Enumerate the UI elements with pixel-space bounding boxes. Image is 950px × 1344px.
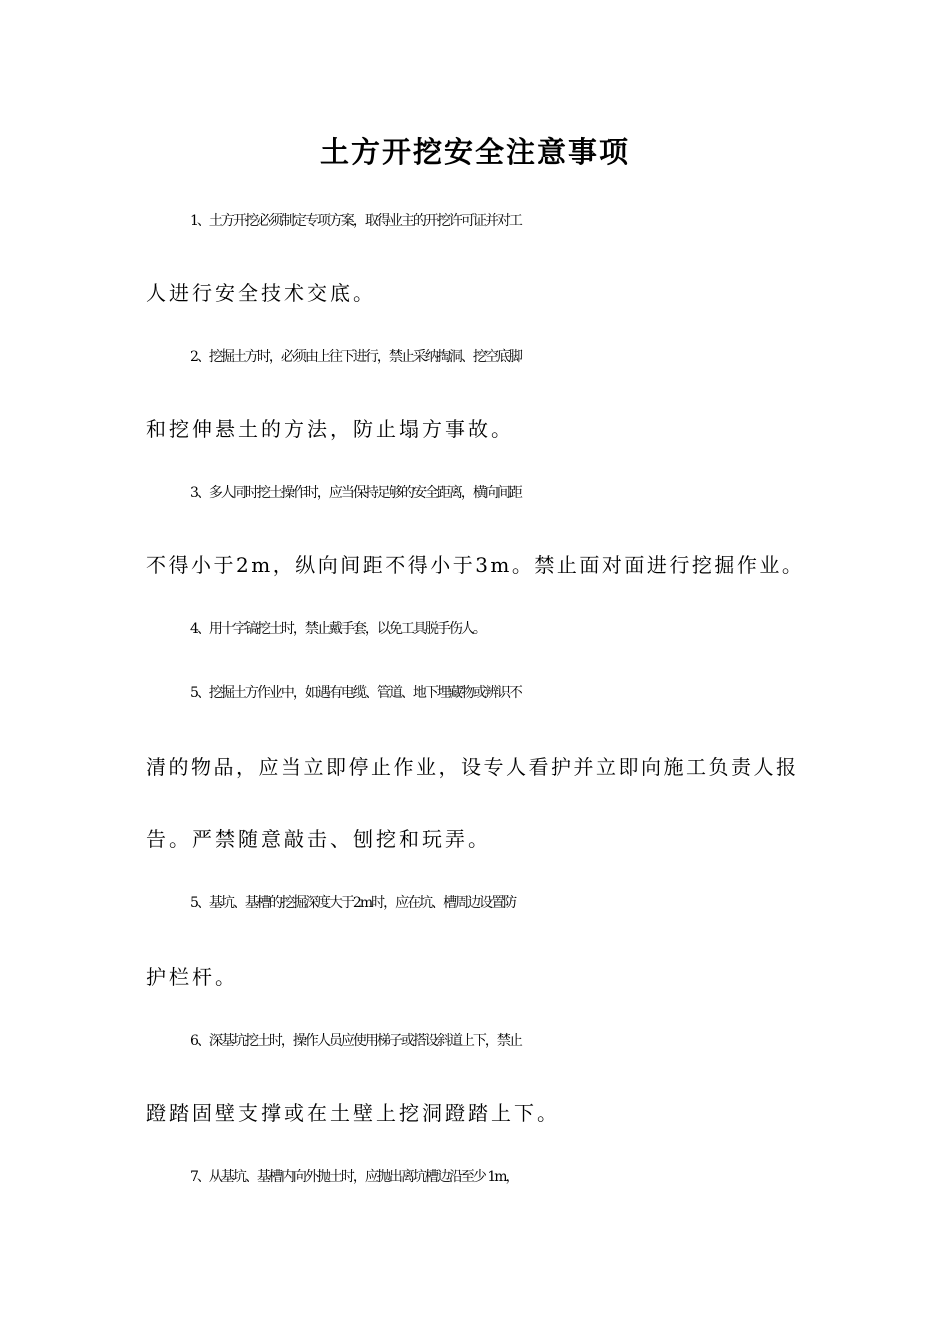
paragraph-5-line-3: 告。严禁随意敲击、刨挖和玩弄。 — [146, 827, 491, 851]
paragraph-6-line-2: 护栏杆。 — [146, 965, 238, 989]
paragraph-3-line-2: 不得小于2m，纵向间距不得小于3m。禁止面对面进行挖掘作业。 — [146, 553, 805, 577]
paragraph-7-line-2: 蹬踏固壁支撑或在土壁上挖洞蹬踏上下。 — [146, 1101, 560, 1125]
paragraph-7-line-1: 6、深基坑挖土时，操作人员应使用梯子或搭设斜道上下，禁止 — [190, 1033, 521, 1049]
paragraph-5-line-1: 5、挖掘土方作业中，如遇有电缆、管道、地下埋藏物或辨识不 — [190, 685, 521, 701]
document-title: 土方开挖安全注意事项 — [319, 135, 630, 169]
paragraph-2-line-1: 2、挖掘土方时，必须由上往下进行，禁止采纳掏洞、挖空底脚 — [190, 349, 521, 365]
paragraph-1-line-1: 1、土方开挖必须制定专项方案，取得业主的开挖许可证并对工 — [190, 213, 521, 229]
paragraph-1-line-2: 人进行安全技术交底。 — [146, 281, 376, 305]
paragraph-6-line-1: 5、基坑、基槽的挖掘深度大于2m时，应在坑、槽周边设置防 — [190, 895, 516, 911]
paragraph-3-line-1: 3、多人同时挖土操作时，应当保持足够的安全距离，横向间距 — [190, 485, 521, 501]
paragraph-4-line-1: 4、用十字镐挖土时，禁止戴手套，以免工具脱手伤人。 — [190, 621, 485, 637]
paragraph-2-line-2: 和挖伸悬土的方法，防止塌方事故。 — [146, 417, 514, 441]
paragraph-5-line-2: 清的物品，应当立即停止作业，设专人看护并立即向施工负责人报 — [146, 755, 799, 779]
paragraph-8-line-1: 7、从基坑、基槽内向外抛土时，应抛出离坑槽边沿至少 1m， — [190, 1169, 518, 1185]
